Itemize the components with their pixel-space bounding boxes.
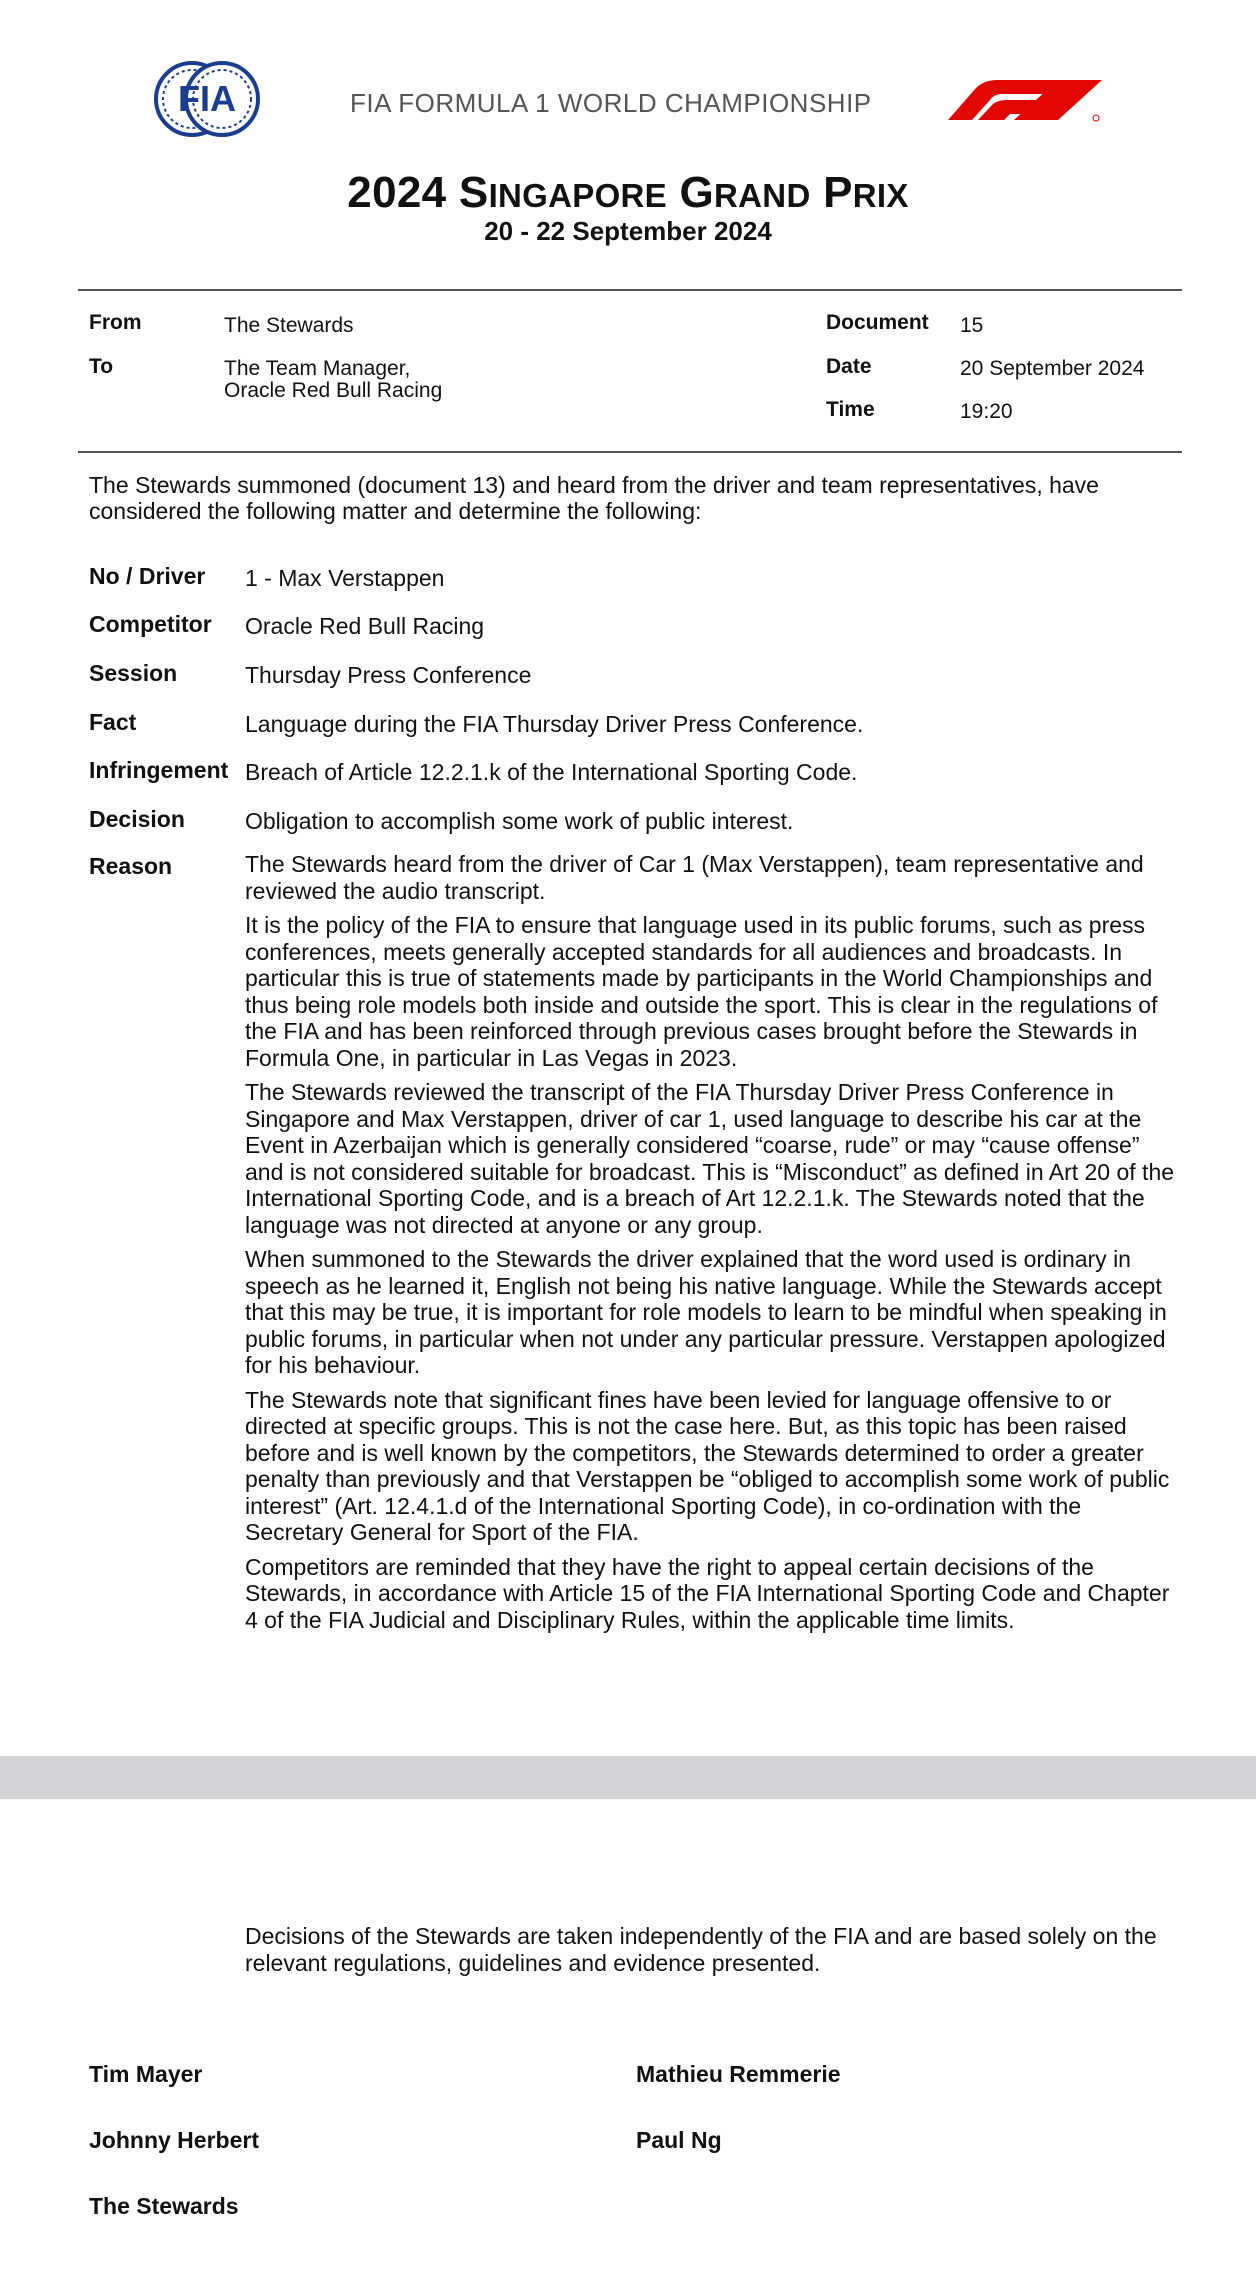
reason-body [245,851,1175,1641]
championship-title: FIA FORMULA 1 WORLD CHAMPIONSHIP [350,88,872,118]
to-value-line1: The Team Manager, [224,357,411,380]
steward-name: Tim Mayer [89,2061,203,2087]
fia-logo [153,60,261,138]
detail-label: Fact [89,709,137,735]
detail-value: 1 - Max Verstappen [245,565,445,591]
reason-paragraph: It is the policy of the FIA to ensure that language used in its public forums, such as press conferences, meets generally accepted standards for all audiences and broadcasts. In particular this is true of statements made by participants in the World Championships and thus being role models both inside and outside the sport. This is clear in the regulations of the FIA and has been reinforced through previous cases brought before the Stewards in Formula One, in particular in Las Vegas in 2023. [245,912,1158,1071]
detail-label: No / Driver [89,563,206,589]
detail-label: Infringement [89,757,229,783]
page-break-band [0,1756,1256,1799]
disclaimer-text: Decisions of the Stewards are taken independently of the FIA and are based solely on the relevant regulations, guidelines and evidence presented. [245,1923,1157,1976]
event-title: 2024 SINGAPORE GRAND PRIX [347,168,909,217]
from-label: From [89,311,142,334]
reason-paragraph: The Stewards reviewed the transcript of the FIA Thursday Driver Press Conference in Singapore and Max Verstappen, driver of car 1, used language to describe his car at the Event in Azerbaijan which is generally considered “coarse, rude” or may “cause offense” and is not considered suitable for broadcast. This is “Misconduct” as defined in Art 20 of the International Sporting Code, and is a breach of Art 12.2.1.k. The Stewards noted that the language was not directed at anyone or any group. [245,1079,1175,1238]
reason-paragraph: The Stewards heard from the driver of Car 1 (Max Verstappen), team representative and reviewed the audio transcript. [245,851,1144,904]
reason-paragraph: Competitors are reminded that they have the right to appeal certain decisions of the Stewards, in accordance with Article 15 of the FIA International Sporting Code and Chapter 4 of the FIA Judicial and Disciplinary Rules, within the applicable time limits. [245,1553,1170,1633]
event-dates: 20 - 22 September 2024 [484,216,772,246]
divider-top [78,289,1182,291]
detail-value: Thursday Press Conference [245,662,532,688]
detail-label: Session [89,660,178,686]
fia-logo-text: FIA [178,78,236,119]
detail-value: Language during the FIA Thursday Driver Press Conference. [245,711,864,737]
divider-bottom [78,451,1182,453]
document-label: Document [826,311,929,334]
steward-name: Johnny Herbert [89,2127,259,2153]
stewards-signature-title: The Stewards [89,2193,239,2219]
date-value: 20 September 2024 [960,357,1145,380]
detail-value: Oracle Red Bull Racing [245,613,485,639]
reason-label: Reason [89,853,173,879]
detail-label: Decision [89,806,185,832]
to-value-line2: Oracle Red Bull Racing [224,379,443,402]
to-label: To [89,355,114,378]
detail-value: Breach of Article 12.2.1.k of the International Sporting Code. [245,759,858,785]
detail-value: Obligation to accomplish some work of public interest. [245,808,794,834]
intro-text: The Stewards summoned (document 13) and heard from the driver and team representatives, have considered the following matter and determine the following: [89,472,1099,524]
from-value: The Stewards [224,314,354,337]
time-value: 19:20 [960,400,1013,423]
time-label: Time [826,398,875,421]
reason-paragraph: When summoned to the Stewards the driver explained that the word used is ordinary in speech as he learned it, English not being his native language. While the Stewards accept that this may be true, it is important for role models to learn to be mindful when speaking in public forums, in particular when not under any particular pressure. Verstappen apologized for his behaviour. [245,1246,1167,1378]
document-value: 15 [960,314,984,337]
reason-paragraph: The Stewards note that significant fines have been levied for language offensive to or directed at specific groups. This is not the case here. But, as this topic has been raised before and is well known by the competitors, the Stewards determined to order a greater penalty than previously and that Verstappen be “obliged to accomplish some work of public interest” (Art. 12.4.1.d of the International Sporting Code), in co-ordination with the Secretary General for Sport of the FIA. [245,1386,1170,1545]
detail-label: Competitor [89,611,212,637]
document-header [0,0,1256,140]
f1-logo [948,78,1104,124]
steward-name: Mathieu Remmerie [636,2061,841,2087]
steward-name: Paul Ng [636,2127,722,2153]
date-label: Date [826,355,872,378]
